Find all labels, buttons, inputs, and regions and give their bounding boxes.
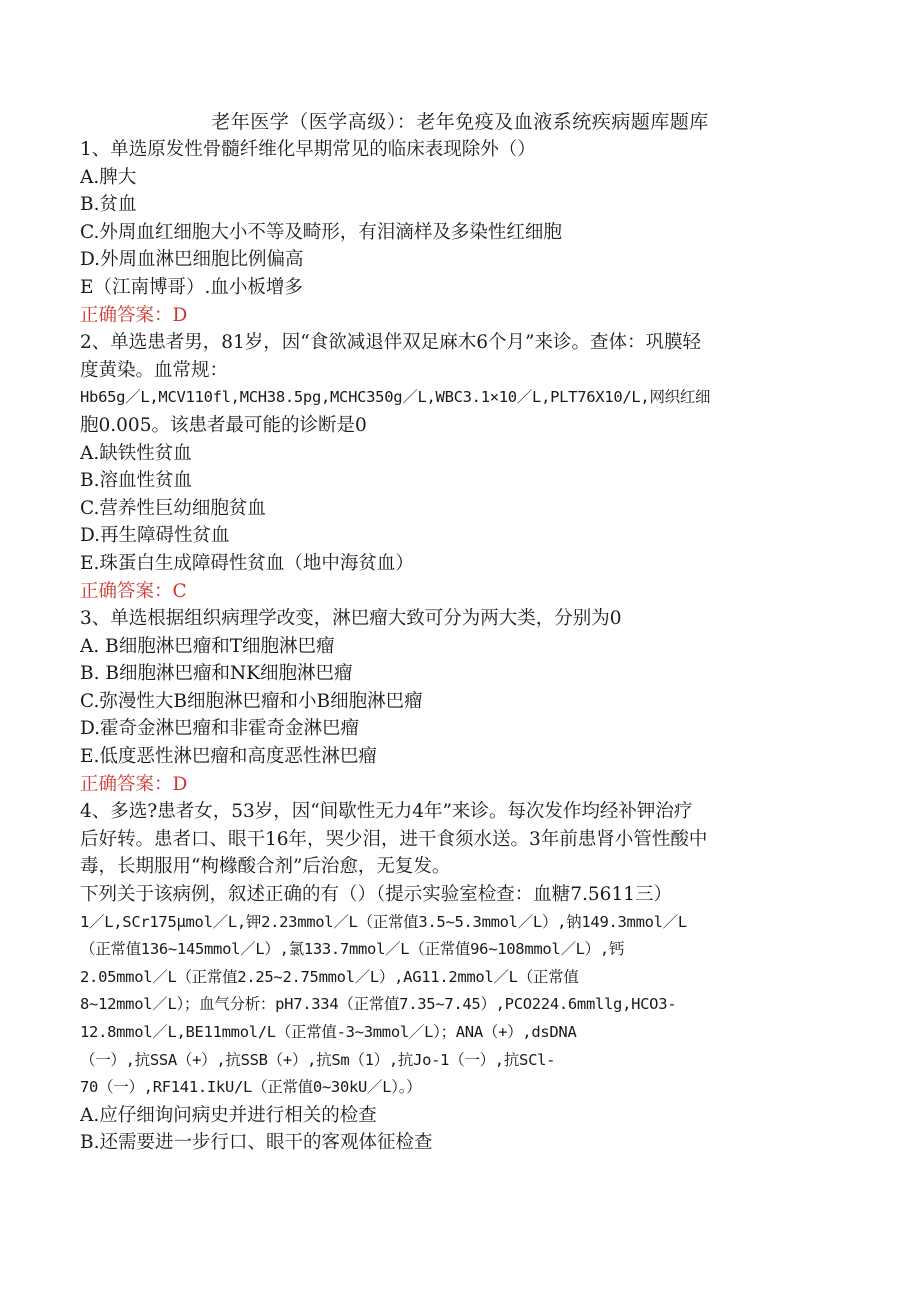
question-2 xyxy=(80,329,840,605)
lab-result-line: 8~12mmol／L）；血气分析：pH7.334（正常值7.35~7.45）,PCO224.6mmllg,HCO3- xyxy=(80,995,677,1014)
lab-result-line: 12.8mmol／L,BE11mmol/L（正常值-3~3mmol／L）；ANA（+）,dsDNA xyxy=(80,1023,577,1041)
option-e: E.低度恶性淋巴瘤和高度恶性淋巴瘤 xyxy=(80,746,377,768)
correct-answer: 正确答案：D xyxy=(80,773,188,795)
option-a: A.缺铁性贫血 xyxy=(80,442,192,464)
option-b: B.溶血性贫血 xyxy=(80,470,192,492)
option-e: E（江南博哥）.血小板增多 xyxy=(80,276,303,298)
option-d: D.外周血淋巴细胞比例偏高 xyxy=(80,249,304,271)
option-a: A.脾大 xyxy=(80,166,137,188)
question-4 xyxy=(80,798,840,1157)
correct-answer: 正确答案：C xyxy=(80,580,187,602)
lab-result-line: （正常值136~145mmol／L）,氯133.7mmol／L（正常值96~108mmol／L）,钙 xyxy=(80,940,625,959)
option-b: B. B细胞淋巴瘤和NK细胞淋巴瘤 xyxy=(80,663,353,685)
correct-answer: 正确答案：D xyxy=(80,304,188,326)
option-b: B.贫血 xyxy=(80,194,137,216)
option-a: A. B细胞淋巴瘤和T细胞淋巴瘤 xyxy=(80,635,335,657)
document-title: 老年医学（医学高级）：老年免疫及血液系统疾病题库题库 xyxy=(211,111,709,133)
question-stem-line: 下列关于该病例，叙述正确的有（）（提示实验室检查：血糖7.5611三） xyxy=(80,884,672,906)
question-1 xyxy=(80,136,840,329)
question-stem-line: 后好转。患者口、眼干16年，哭少泪，进干食须水送。3年前患肾小管性酸中 xyxy=(80,828,708,850)
question-stem-line: 4、多选?患者女，53岁，因“间歇性无力4年”来诊。每次发作均经补钾治疗 xyxy=(80,801,693,823)
option-b: B.还需要进一步行口、眼干的客观体征检查 xyxy=(80,1132,433,1154)
lab-result-line: （一）,抗SSA（+）,抗SSB（+）,抗Sm（1）,抗Jo-1（一）,抗SCl- xyxy=(80,1050,556,1069)
question-stem: 1、单选原发性骨髓纤维化早期常见的临床表现除外（） xyxy=(80,139,536,160)
lab-result-line: 2.05mmol／L（正常值2.25~2.75mmol／L）,AG11.2mmol／L（正常值 xyxy=(80,967,579,986)
option-d: D.再生障碍性贫血 xyxy=(80,525,230,547)
option-e: E.珠蛋白生成障碍性贫血（地中海贫血） xyxy=(80,552,414,574)
option-c: C.弥漫性大B细胞淋巴瘤和小B细胞淋巴瘤 xyxy=(80,690,423,712)
lab-result-line: 1／L,SCr175μmol／L,钾2.23mmol／L（正常值3.5~5.3mmol／L）,钠149.3mmol／L xyxy=(80,912,687,931)
option-a: A.应仔细询问病史并进行相关的检查 xyxy=(80,1104,377,1126)
question-stem-line: 毒，长期服用“枸橼酸合剂”后治愈，无复发。 xyxy=(80,856,451,878)
lab-result-line: 70（一）,RF141.IkU/L（正常值0~30kU／L）。） xyxy=(80,1078,422,1097)
option-c: C.外周血红细胞大小不等及畸形，有泪滴样及多染性红细胞 xyxy=(80,221,562,243)
question-stem-line: 胞0.005。该患者最可能的诊断是0 xyxy=(80,414,367,436)
question-stem-line: Hb65g／L,MCV110fl,MCH38.5pg,MCHC350g／L,WBC3.1×10／L,PLT76X10/L,网织红细 xyxy=(80,388,711,407)
question-stem: 3、单选根据组织病理学改变，淋巴瘤大致可分为两大类，分别为0 xyxy=(80,608,622,630)
option-d: D.霍奇金淋巴瘤和非霍奇金淋巴瘤 xyxy=(80,718,360,740)
question-list xyxy=(80,136,840,1157)
option-c: C.营养性巨幼细胞贫血 xyxy=(80,497,266,519)
question-stem-line: 2、单选患者男，81岁，因“食欲减退伴双足麻木6个月”来诊。查体：巩膜轻 xyxy=(80,332,701,354)
question-3 xyxy=(80,605,840,798)
question-stem-line: 度黄染。血常规： xyxy=(80,359,229,381)
